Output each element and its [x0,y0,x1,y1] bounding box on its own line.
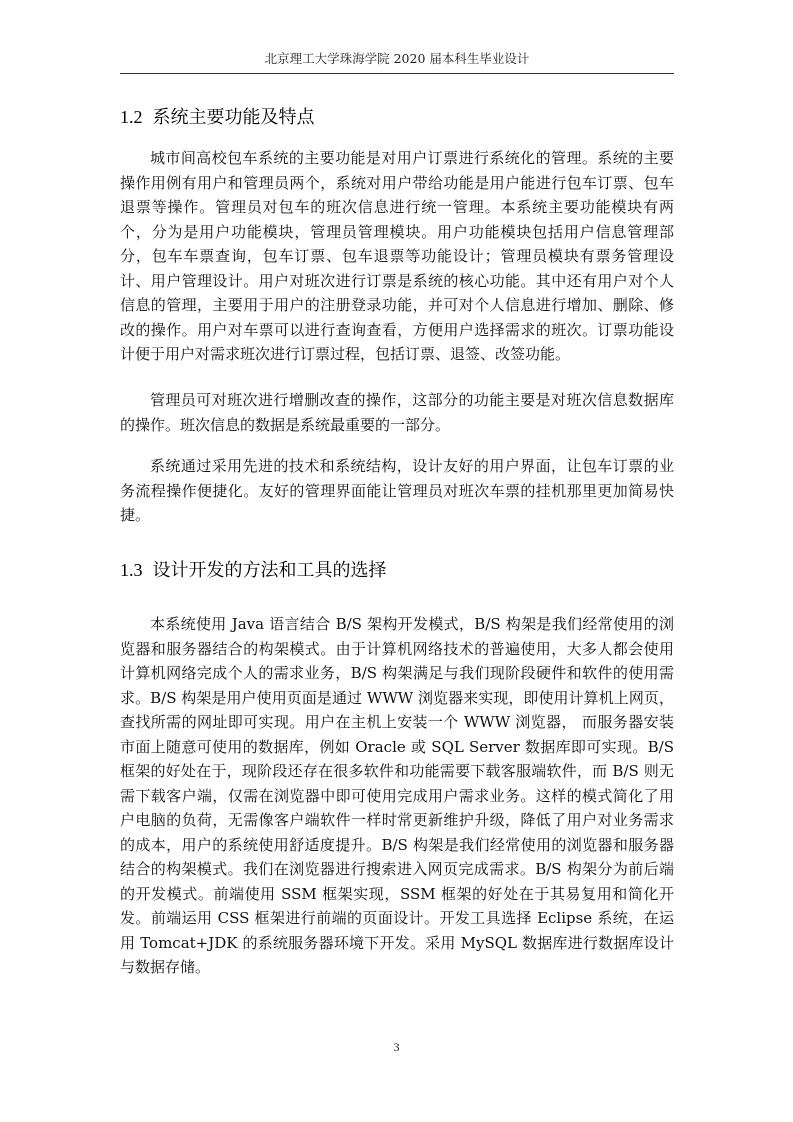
paragraph: 本系统使用 Java 语言结合 B/S 架构开发模式，B/S 构架是我们经常使用的浏览器和服务器结合的构架模式。由于计算机网络技术的普遍使用，大多人都会使用计算机网络完成个人的需求业务，B/S 构架满足与我们现阶段硬件和软件的使用需求。B/S 构架是用户使用页面是通过 WWW 浏览器来实现，即使用计算机上网页，查找所需的网址即可实现。用户在主机上安装一个 WWW 浏览器， 而服务器安装市面上随意可使用的数据库，例如 Oracle 或 SQL Server 数据库即可实现。B/S 框架的好处在于，现阶段还存在很多软件和功能需要下载客服端软件，而 B/S 则无需下载客户端，仅需在浏览器中即可使用完成用户需求业务。这样的模式简化了用户电脑的负荷，无需像客户端软件一样时常更新维护升级，降低了用户对业务需求的成本，用户的系统使用舒适度提升。B/S 构架是我们经常使用的浏览器和服务器结合的构架模式。我们在浏览器进行搜索进入网页完成需求。B/S 构架分为前后端的开发模式。前端使用 SSM 框架实现，SSM 框架的好处在于其易复用和简化开发。前端运用 CSS 框架进行前端的页面设计。开发工具选择 Eclipse 系统，在运用 Tomcat+JDK 的系统服务器环境下开发。采用 MySQL 数据库进行数据库设计与数据存储。 [120,615,674,976]
page-number: 3 [393,1040,400,1054]
paragraph: 管理员可对班次进行增删改查的操作，这部分的功能主要是对班次信息数据库的操作。班次信息的数据是系统最重要的一部分。 [120,391,674,434]
section-heading-1-2 [120,104,674,131]
paragraph: 系统通过采用先进的技术和系统结构，设计友好的用户界面，让包车订票的业务流程操作便捷化。友好的管理界面能让管理员对班次车票的挂机那里更加简易快捷。 [120,457,674,524]
section-number: 1.2 [120,107,143,127]
section-title: 系统主要功能及特点 [152,107,315,128]
section-heading-1-3 [120,557,674,584]
running-header: 北京理工大学珠海学院 2020 届本科生毕业设计 [264,51,530,66]
section-title: 设计开发的方法和工具的选择 [152,560,387,581]
section-number: 1.3 [120,560,143,580]
header-rule [120,73,674,74]
paragraph: 城市间高校包车系统的主要功能是对用户订票进行系统化的管理。系统的主要操作用例有用户和管理员两个，系统对用户带给功能是用户能进行包车订票、包车退票等操作。管理员对包车的班次信息进行统一管理。本系统主要功能模块有两个，分为是用户功能模块，管理员管理模块。用户功能模块包括用户信息管理部分，包车车票查询，包车订票、包车退票等功能设计；管理员模块有票务管理设计、用户管理设计。用户对班次进行订票是系统的核心功能。其中还有用户对个人信息的管理，主要用于用户的注册登录功能，并可对个人信息进行增加、删除、修改的操作。用户对车票可以进行查询查看，方便用户选择需求的班次。订票功能设计便于用户对需求班次进行订票过程，包括订票、退签、改签功能。 [120,149,674,363]
